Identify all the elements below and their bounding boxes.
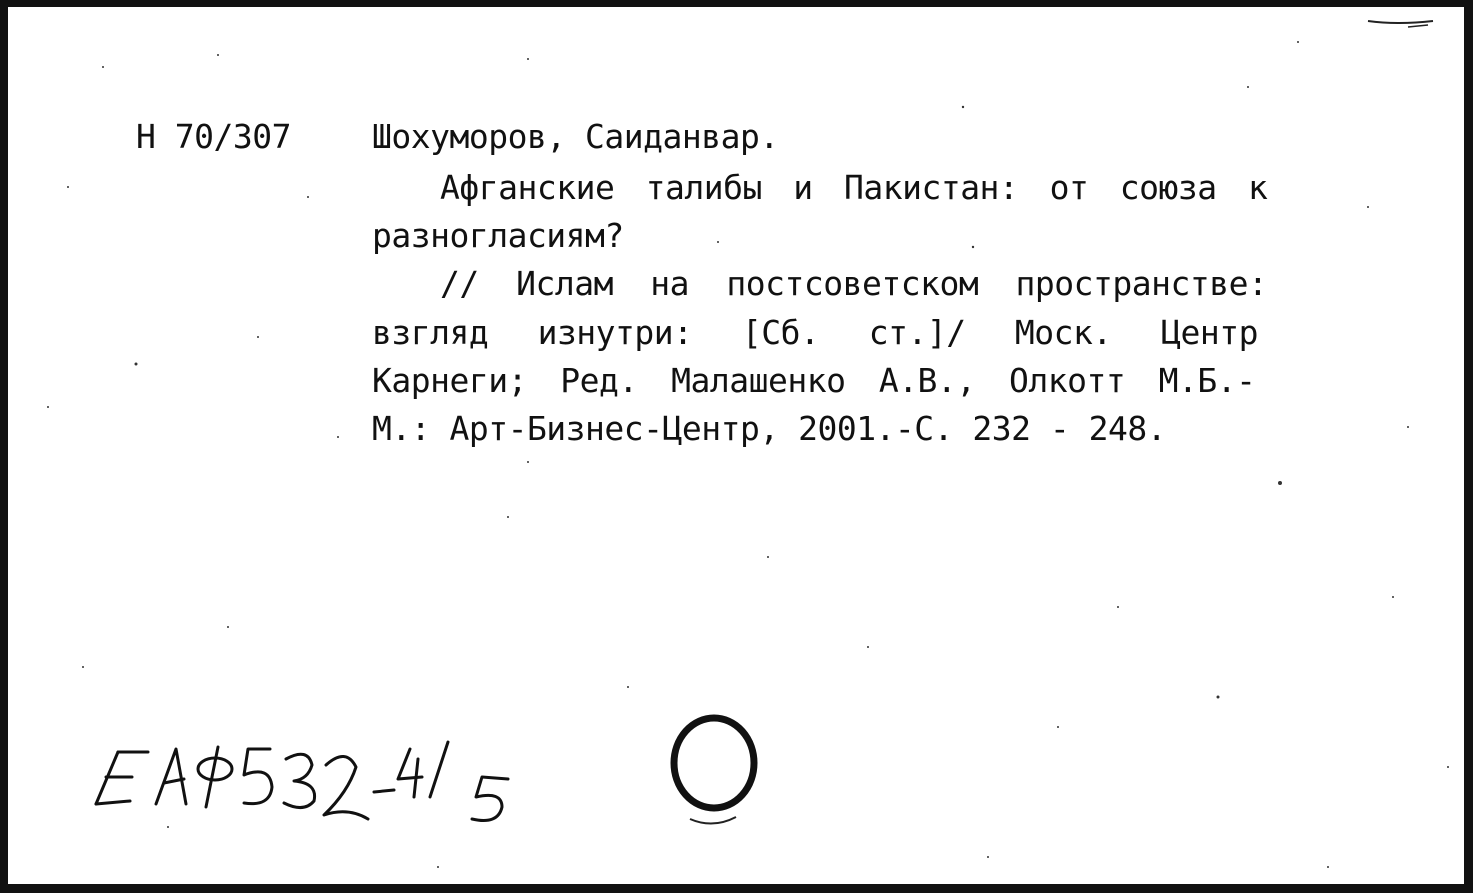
source-line-1: // Ислам на постсоветском пространстве:: [440, 264, 1268, 303]
stamp-circle-icon: [8, 7, 1473, 893]
source-line-3: Карнеги; Ред. Малашенко А.В., Олкотт М.Б.-: [372, 361, 1256, 400]
author-heading: Шохуморов, Саиданвар.: [372, 117, 779, 156]
title-line-1: Афганские талибы и Пакистан: от союза к: [440, 168, 1268, 207]
shelfmark: Н 70/307: [136, 117, 291, 156]
source-line-2: взгляд изнутри: [Сб. ст.]/ Моск. Центр: [372, 313, 1258, 352]
source-line-4: М.: Арт-Бизнес-Центр, 2001.-С. 232 - 248.: [372, 409, 1167, 448]
title-line-2: разногласиям?: [372, 216, 624, 255]
